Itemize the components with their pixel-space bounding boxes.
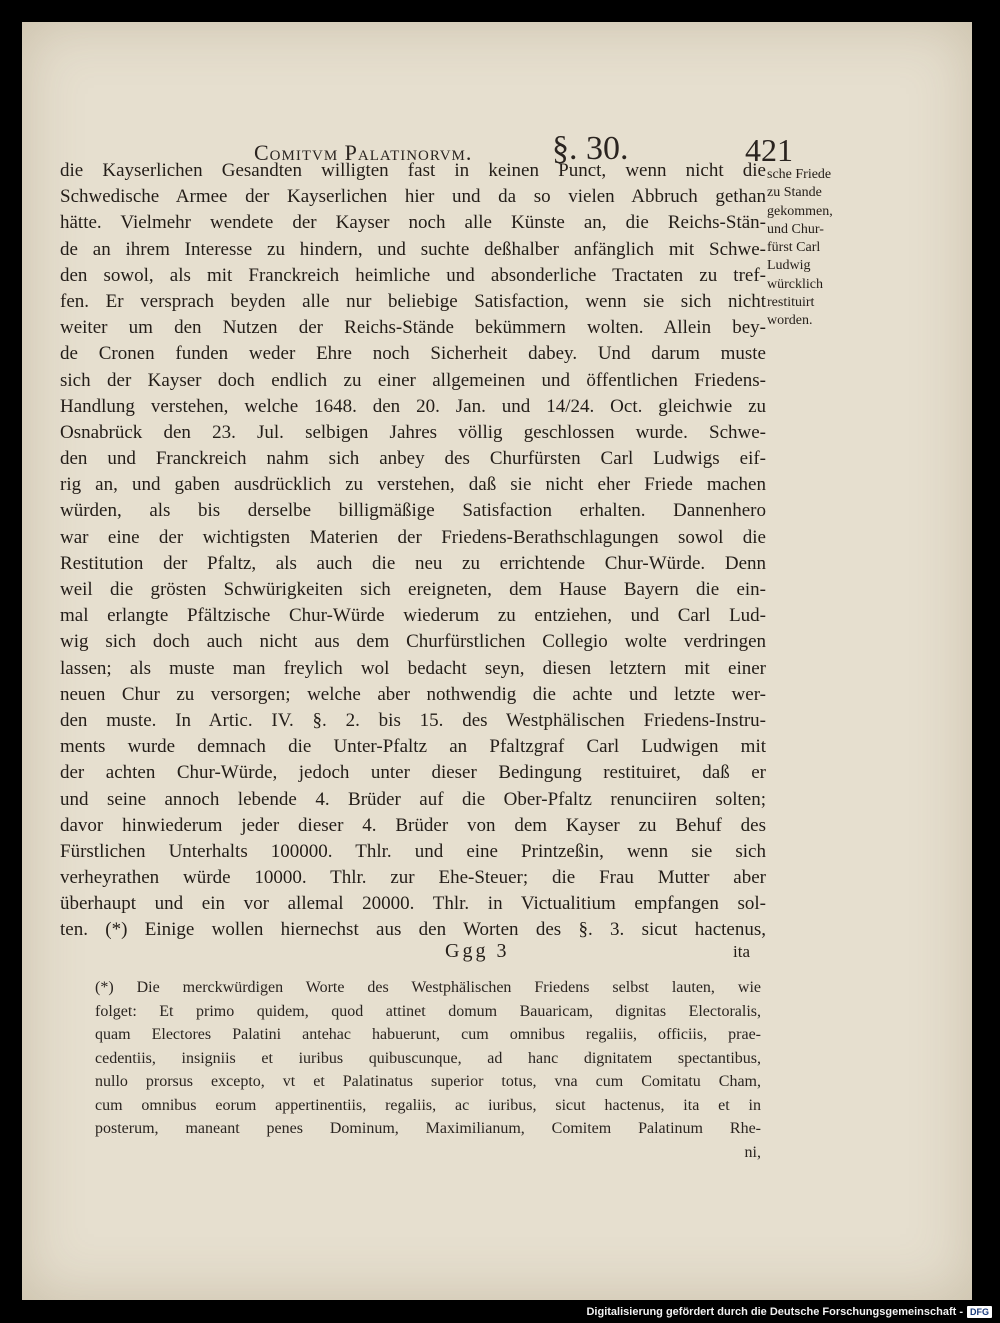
footnote-line: quam Electores Palatini antehac habuerunt, cum omnibus regaliis, officiis, prae-: [95, 1026, 761, 1043]
text-line: den muste. In Artic. IV. §. 2. bis 15. des Westphälischen Friedens-Instru-: [60, 709, 766, 731]
text-line: wig sich doch auch nicht aus dem Churfürstlichen Collegio wolte verdringen: [60, 631, 766, 653]
text-line: und seine annoch lebende 4. Brüder auf die Ober-Pfaltz renunciiren solten;: [60, 788, 766, 810]
marginal-line: Ludwig: [767, 258, 811, 274]
running-title: Comitvm Palatinorvm.: [254, 140, 473, 165]
text-line: überhaupt und ein vor allemal 20000. Thlr. in Victualitium empfangen sol-: [60, 893, 766, 915]
marginal-line: zu Stande: [767, 185, 822, 201]
marginal-note: [767, 166, 857, 331]
footnote-line: folget: Et primo quidem, quod attinet domum Bauaricam, dignitas Electoralis,: [95, 1002, 761, 1020]
footnote-line: cedentiis, insigniis et iuribus quibuscunque, ad hanc dignitatem spectantibus,: [95, 1049, 761, 1067]
dfg-logo: DFG: [967, 1306, 992, 1318]
text-line: lassen; als muste man freylich wol bedacht seyn, diesen letztern mit einer: [60, 657, 766, 679]
footnote-line: posterum, maneant penes Dominum, Maximilianum, Comitem Palatinum Rhe-: [95, 1120, 761, 1137]
page-number: 421: [745, 132, 793, 168]
text-line: weil die grösten Schwürigkeiten sich ereigneten, dem Hause Bayern die ein-: [60, 579, 766, 600]
text-line: war eine der wichtigsten Materien der Friedens-Berathschlagungen sowol die: [60, 526, 766, 548]
text-line: mal erlangte Pfältzische Chur-Würde wiederum zu entziehen, und Carl Lud-: [60, 605, 766, 627]
marginal-line: fürst Carl: [767, 240, 821, 256]
footnote: [95, 976, 761, 1164]
footnote-line: nullo prorsus excepto, vt et Palatinatus superior totus, vna cum Comitatu Cham,: [95, 1073, 761, 1090]
marginal-line: sche Friede: [767, 167, 832, 182]
footnote-line: cum omnibus eorum appertinentiis, regaliis, ac iuribus, sicut hactenus, ita et in: [95, 1096, 761, 1114]
text-line: weiter um den Nutzen der Reichs-Stände bekümmern wolten. Allein bey-: [60, 317, 766, 339]
marginal-line: worden.: [767, 313, 813, 329]
text-line: ten. (*) Einige wollen hiernechst aus den Worten des §. 3. sicut hactenus,: [60, 919, 766, 941]
catchword: ita: [733, 942, 750, 961]
text-line: der achten Chur-Würde, jedoch unter dieser Bedingung restituiret, daß er: [60, 762, 766, 784]
marginal-line: restituirt: [767, 295, 815, 311]
text-line: Schwedische Armee der Kayserlichen hier und da so vielen Abbruch gethan: [60, 186, 766, 208]
text-line: hätte. Vielmehr wendete der Kayser noch alle Künste an, die Reichs-Stän-: [60, 212, 766, 234]
text-line: de an ihrem Interesse zu hindern, und suchte deßhalber anfänglich mit Schwe-: [60, 238, 766, 260]
footnote-line: (*) Die merckwürdigen Worte des Westphälischen Friedens selbst lauten, wie: [95, 979, 761, 996]
section-number: §. 30.: [552, 130, 629, 167]
text-line: die Kayserlichen Gesandten willigten fast in keinen Punct, wenn nicht die: [60, 160, 766, 181]
text-line: rig an, und gaben ausdrücklich zu verstehen, daß sie nicht eher Friede machen: [60, 474, 766, 496]
text-line: Restitution der Pfaltz, als auch die neu zu errichtende Chur-Würde. Denn: [60, 552, 766, 574]
text-line: den sowol, als mit Franckreich heimliche und absonderliche Tractaten zu tref-: [60, 264, 766, 286]
signature-mark: Ggg 3: [445, 940, 510, 962]
marginal-line: gekommen,: [767, 203, 833, 219]
text-line: Fürstlichen Unterhalts 100000. Thlr. und eine Printzeßin, wenn sie sich: [60, 840, 766, 862]
marginal-line: würcklich: [767, 276, 823, 292]
text-line: würden, als bis derselbe billigmäßige Satisfaction erhalten. Dannenhero: [60, 500, 766, 522]
text-line: sich der Kayser doch endlich zu einer allgemeinen und öffentlichen Friedens-: [60, 369, 766, 391]
footnote-line: ni,: [744, 1143, 761, 1161]
text-line: Osnabrück den 23. Jul. selbigen Jahres völlig geschlossen wurde. Schwe-: [60, 421, 766, 443]
credit-text: Digitalisierung gefördert durch die Deutsche Forschungsgemeinschaft -: [586, 1306, 963, 1318]
text-line: den und Franckreich nahm sich anbey des Churfürsten Carl Ludwigs eif-: [60, 448, 766, 470]
text-line: fen. Er versprach beyden alle nur beliebige Satisfaction, wenn sie sich nicht: [60, 290, 766, 312]
marginal-line: und Chur-: [767, 221, 824, 237]
text-line: ments wurde demnach die Unter-Pfaltz an Pfaltzgraf Carl Ludwigen mit: [60, 736, 766, 758]
text-line: verheyrathen würde 10000. Thlr. zur Ehe-Steuer; die Frau Mutter aber: [60, 867, 766, 889]
body-text: [60, 158, 766, 944]
text-line: Handlung verstehen, welche 1648. den 20. Jan. und 14/24. Oct. gleichwie zu: [60, 395, 766, 417]
digitization-credit: [586, 1306, 992, 1318]
text-line: de Cronen funden weder Ehre noch Sicherheit dabey. Und darum muste: [60, 343, 766, 365]
text-line: neuen Chur zu versorgen; welche aber nothwendig die achte und letzte wer-: [60, 683, 766, 705]
text-line: davor hinwiederum jeder dieser 4. Brüder von dem Kayser zu Behuf des: [60, 814, 766, 836]
